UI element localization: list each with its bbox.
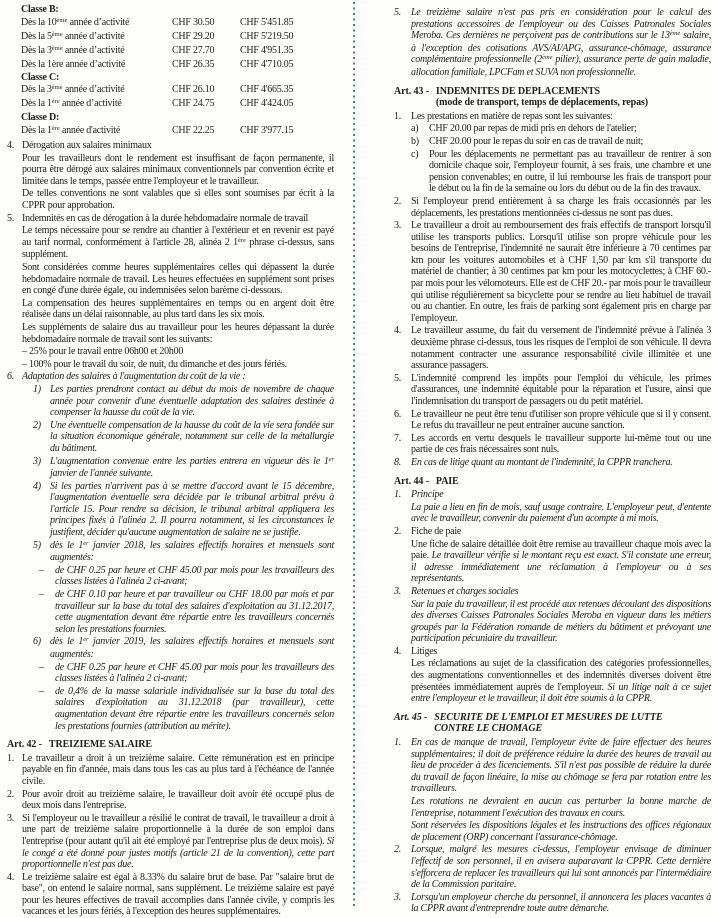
item-text (411, 526, 711, 538)
article-title-line: (mode de transport, temps de déplacements, repas) (435, 97, 649, 109)
text-run: – 25% pour le travail entre 06h00 et 20h00 (22, 346, 184, 358)
item-text (411, 844, 711, 890)
salary-row-label (21, 45, 172, 59)
salary-class-label (21, 72, 334, 85)
superscript-text: er (83, 539, 89, 547)
salary-class-label (21, 4, 334, 17)
item-number: 1) (33, 383, 41, 395)
text-run: de CHF 0.10 par heure et par travailleur ou CHF 18.00 par mois et par travailleur sur la base du total des salaires d'exploitation au 31.12.2017, cette augmentation devant être répartie entre les travailleurs concernés selon les prestations fournies. (55, 589, 334, 635)
item-number: 4. (394, 325, 401, 337)
numbered-item (7, 753, 334, 788)
numbered-item (7, 872, 334, 918)
article-heading (7, 739, 334, 751)
item-text (22, 813, 334, 871)
item-number: 1. (394, 737, 401, 749)
text-run: Sont réservées les dispositions légales et les instructions des offices régionaux de placement (ORP) concernant l'assurance-chômage. (411, 820, 711, 843)
dash-bullet: – (39, 661, 44, 673)
item-text (50, 540, 334, 564)
paragraph (22, 153, 334, 188)
paragraph (22, 225, 334, 261)
dash-bullet: – (39, 564, 44, 576)
item-text (50, 636, 334, 660)
text-run: Les prestations en matière de repas sont les suivantes: (411, 110, 613, 122)
article-number: Art. 44 - (394, 475, 429, 487)
salary-hourly-value: CHF 24.75 (172, 98, 215, 110)
numbered-item (394, 409, 711, 432)
sub-numbered-item (33, 636, 334, 660)
item-number: 4. (7, 140, 14, 152)
text-run: Pour les travailleurs dont le rendement est insuffisant de façon permanente, il pourra être dérogé aux salaires minimaux conventionnels par convention écrite et limitée dans le temps, passée entre l'employeur et le travailleur. (22, 152, 334, 187)
item-text (411, 737, 711, 795)
salary-row-label (21, 98, 172, 112)
item-number: 1. (394, 110, 401, 122)
numbered-item (7, 813, 334, 871)
salary-monthly-value: CHF 5'451.85 (240, 16, 294, 28)
article-number: Art. 43 - (394, 85, 429, 97)
salary-table-row (21, 84, 334, 98)
article-title (436, 476, 459, 488)
paragraph (22, 359, 334, 371)
item-text (50, 481, 334, 539)
item-number: b) (411, 135, 419, 147)
text-run: Une fiche de salaire détaillée doit être remise au travailleur chaque mois avec la paie. (411, 538, 711, 562)
item-text (411, 373, 711, 408)
left-column (7, 0, 334, 918)
text-run: En cas de manque de travail, l'employeur évite de faire effectuer des heures supplémentaires; il doit de préférence réduire la durée des heures de travail au lieu de procéder à des licenciements. S'il n'est pas possible de réduire la durée du travail de façon linéaire, la mise au chômage se fera par rotation entre les travailleurs. (411, 737, 711, 795)
item-text (50, 384, 334, 419)
item-number: 2. (394, 525, 401, 537)
text-run: Lorsque, malgré les mesures ci-dessus, l'employeur envisage de diminuer l'effectif de son personnel, il en avisera auparavant la CPPR. Cette dernière s'efforcera de replacer les travailleurs qui lui sont annoncés par l'intermédiaire de la Commission paritaire. (411, 844, 711, 891)
item-number: 4. (394, 645, 401, 657)
column-divider-dotted-line (353, 2, 355, 908)
item-text (22, 789, 334, 812)
item-text (411, 111, 711, 123)
numbered-item (394, 325, 711, 371)
numbered-item (394, 220, 711, 324)
salary-table-row (21, 45, 334, 59)
item-number: 1. (394, 489, 401, 501)
text-run: Pour les déplacements ne permettant pas au travailleur de rentrer à son domicile chaque soir, l'employeur fournit, à ses frais, une chambre et une pension convenables; en outre, il lui rembourse les frais de transport pour le début ou la fin de la semaine ou lors du début ou de la fin des travaux. (429, 148, 711, 195)
superscript-text: ère (51, 125, 60, 133)
numbered-item (394, 7, 711, 79)
item-text (411, 7, 711, 79)
text-run: – 100% pour le travail du soir, de nuit, du dimanche et des jours fériés. (22, 358, 287, 370)
item-text (22, 213, 334, 225)
item-number: c) (411, 148, 419, 160)
item-number: 2) (33, 419, 41, 431)
item-number: 6) (33, 636, 41, 648)
text-run: Le temps nécessaire pour se rendre au chantier à l'extérieur et en revenir est payé au tarif normal, conformément à l'article 28, alinéa 2 1 (22, 225, 334, 248)
dash-item (39, 589, 334, 635)
salary-table-row (21, 31, 334, 45)
superscript-text: ème (51, 30, 63, 38)
numbered-item (7, 789, 334, 812)
text-run: Dès la 3 (21, 84, 52, 96)
sub-numbered-item (33, 384, 334, 419)
item-text (411, 646, 711, 658)
numbered-item (394, 646, 711, 658)
item-text (429, 149, 711, 195)
text-run: pilier), assurance perte de gain maladie, allocation familiale, LPCFam et SUVA non professionnelle. (411, 54, 711, 78)
article-title (436, 86, 648, 109)
salary-hourly-value: CHF 22.25 (172, 125, 215, 137)
article-title-line: PAIE (435, 475, 459, 487)
item-number: 2. (394, 844, 401, 856)
text-run: L'augmentation convenue entre les parties entrera en vigueur dès le 1 (50, 455, 329, 467)
paragraph (411, 539, 711, 585)
text-run: Principe (411, 489, 444, 501)
lettered-item (411, 123, 711, 135)
text-run: CHF 20.00 par repas de midi pris en dehors de l'atelier; (429, 123, 637, 135)
item-text (50, 420, 334, 455)
item-text (411, 489, 711, 501)
item-number: 4. (7, 871, 14, 883)
numbered-item (394, 433, 711, 456)
text-run: Le travailleur assume, du fait du versement de l'indemnité prévue à l'alinéa 3 deuxième phrase ci-dessus, tous les risques de l'emploi de son véhicule. Il devra notamment contracter une assurance responsabilité civile illimitée et une assurance passagers. (411, 325, 711, 372)
item-number: 3. (7, 812, 14, 824)
text-run: CHF 20.00 pour le repas du soir en cas de travail de nuit; (429, 135, 644, 147)
paragraph (22, 298, 334, 321)
superscript-text: ème (51, 44, 63, 52)
paragraph (22, 262, 334, 297)
paragraph (411, 502, 711, 525)
text-run: Les rotations ne devraient en aucun cas perturber la bonne marche de l'entreprise, notamment l'exécution des travaux en cours. (411, 796, 711, 819)
text-run: Retenues et charges sociales (411, 585, 519, 597)
text-run: Les parties prendront contact au début du mois de novembre de chaque année pour convenir d'une éventuelle adaptation des salaires destinée à compenser la hausse du coût de la vie. (50, 383, 334, 419)
text-run: Dès la 1ère année d’activité (21, 58, 126, 70)
article-heading (394, 86, 711, 109)
item-number: 4) (33, 480, 41, 492)
text-run: phrase ci-dessus, sans supplément. (22, 236, 334, 261)
paragraph (22, 322, 334, 345)
text-run: Dès la 3 (21, 44, 52, 56)
dash-item (39, 565, 334, 588)
item-number: 3. (394, 220, 401, 232)
text-run: Le travailleur a droit au remboursement des frais effectifs de transport lorsqu'il utilise les transports publics. Lorsqu'il utilise son propre véhicule pour les besoins de l'entreprise, l'indemnité ne saurait être inférieure à 70 centimes par km pour les voitures automobiles et à CHF 1,50 par km s'il transporte du matériel de chantier; à 30 centimes par km pour les motocyclettes; à CHF 60.- par mois pour les vélomoteurs. Elle est de CHF 20.- par mois pour le travailleur qui utilise régulièrement sa bicyclette pour se rendre au lieu habituel de travail ou au chantier. En outre, les frais de parking sont également pris en charge par l'employeur. (411, 220, 711, 324)
sub-numbered-item (33, 540, 334, 564)
text-run: Les réclamations au sujet de la classification des catégories professionnelles, des augmentations conventionnelles et des indemnités diverses doivent être présentées immédiatement auprès de l'employeur. (411, 658, 711, 693)
item-text (411, 220, 711, 324)
text-run: Dès la 10 (21, 16, 57, 28)
text-run: Le travailleur vérifie si le montant reçu est exact. S'il constate une erreur, il adresse immédiatement une réclamation à l'employeur ou à ses représentants. (411, 550, 711, 585)
text-run: année d’activité (62, 44, 125, 56)
superscript-text: ème (669, 30, 681, 38)
right-column (394, 0, 711, 915)
item-text (411, 325, 711, 371)
text-run: La paie a lieu en fin de mois, sauf usage contraire. L'employeur peut, d'entente avec le travailleur, convenir du paiement d'un acompte à mi mois. (411, 501, 711, 525)
item-text (22, 371, 334, 383)
item-number: 5. (394, 7, 401, 18)
salary-monthly-value: CHF 4'665.35 (240, 84, 294, 96)
salary-monthly-value: CHF 5'219.50 (240, 30, 294, 42)
item-text (411, 196, 711, 219)
item-text (411, 892, 711, 915)
item-number: 2. (7, 788, 14, 800)
text-run: La compensation des heures supplémentaires en temps ou en argent doit être réalisée dans un délai raisonnable, au plus tard dans les six mois. (22, 297, 334, 321)
item-number: 1. (7, 752, 14, 764)
salary-table-row (21, 59, 334, 72)
paragraph (411, 820, 711, 843)
item-number: 2. (394, 195, 401, 207)
text-run: Le travailleur ne peut être tenu d'utiliser son propre véhicule que si il y consent. Le refus du travailleur ne peut entraîner aucune sanction. (411, 408, 711, 432)
article-title-line: SECURITE DE L'EMPLOI ET MESURES DE LUTTE (434, 711, 663, 723)
paragraph (411, 796, 711, 819)
paragraph (22, 188, 334, 211)
numbered-item (394, 586, 711, 598)
salary-row-label (21, 84, 172, 98)
item-text (55, 662, 334, 685)
text-run: De telles conventions ne sont valables que si elles sont soumises par écrit à la CPPR pour approbation. (22, 188, 334, 212)
text-run: Si les parties n'arrivent pas à se mettre d'accord avant le 15 décembre, l'augmentation éventuelle sera décidée par le tribunal arbitral prévu à l'article 15. Pour rendre sa décision, le tribunal arbitral appliquera les principes fixés à l'alinéa 2. Il pourra notamment, si les circonstances le justifient, décider qu'aucune augmentation de salaire ne se justifie. (50, 480, 334, 539)
salary-table-row (21, 17, 334, 31)
item-number: 3. (394, 585, 401, 597)
item-text (55, 589, 334, 635)
superscript-text: ème (542, 54, 553, 62)
numbered-item (394, 844, 711, 890)
item-number: 5. (394, 372, 401, 384)
dash-item (39, 686, 334, 732)
text-run: de CHF 0.25 par heure et CHF 45.00 par mois pour les travailleurs des classes listées à l'alinéa 2 ci-avant; (55, 564, 334, 588)
item-number: 3) (33, 455, 41, 467)
salary-class-label (21, 112, 334, 125)
text-run: Dès la 5 (21, 30, 52, 42)
item-number: 5. (7, 212, 14, 224)
superscript-text: er (83, 636, 89, 644)
salary-table-row (21, 125, 334, 139)
article-number: Art. 45 - (394, 711, 428, 723)
item-number: 3. (394, 891, 401, 903)
text-run: janvier 2019, les salaires effectifs horaires et mensuels sont augmentés: (50, 636, 335, 660)
item-number: 7. (394, 432, 401, 444)
salary-monthly-value: CHF 4'951.35 (240, 44, 294, 56)
salary-monthly-value: CHF 4'424.05 (240, 98, 294, 110)
sub-numbered-item (33, 481, 334, 539)
article-title-line: INDEMNITES DE DEPLACEMENTS (435, 85, 601, 97)
article-number: Art. 42 - (7, 739, 42, 751)
superscript-text: er (328, 455, 334, 463)
item-text (429, 123, 711, 135)
text-run: Le treizième salaire n'est pas pris en considération pour le calcul des prestations accessoires de l'employeur ou des Caisses Patronales Sociales Meroba. Ces dernières ne perçoivent pas de contributions sur le 13 (411, 7, 711, 42)
item-number: a) (411, 123, 419, 135)
salary-hourly-value: CHF 27.70 (172, 44, 215, 56)
text-run: Classe D: (21, 112, 60, 124)
salary-monthly-value: CHF 4'710.05 (240, 58, 294, 70)
salary-hourly-value: CHF 26.35 (172, 58, 215, 70)
numbered-item (7, 140, 334, 152)
numbered-item (394, 457, 711, 469)
text-run: salaire, à l'exception des cotisations AVS/AI/APG, assurance-chômage, assurance complémentaire professionnelle (2 (411, 30, 711, 66)
text-run: Si l'employeur ou le travailleur a résilié le contrat de travail, le travailleur a droit à une part de treizième salaire proportionnelle à la durée de son emploi dans l'entreprise (pour autant qu'il ait été employé par l'entreprise plus de deux mois). (22, 812, 334, 847)
superscript-text: ème (56, 16, 68, 24)
numbered-item (394, 892, 711, 915)
item-text (411, 409, 711, 432)
item-text (55, 686, 334, 732)
numbered-item (394, 111, 711, 123)
item-text (411, 457, 711, 469)
salary-row-label (21, 125, 172, 139)
text-run: Sur la paie du travailleur, il est procédé aux retenues découlant des dispositions des diverses Caisses Patronales Sociales Meroba en vigueur dans les métiers groupés par la Fédération romande de métiers du bâtiment et prévoyant une participation pécuniaire du travailleur. (411, 598, 711, 645)
numbered-item (7, 371, 334, 383)
numbered-item (394, 489, 711, 501)
text-run: En cas de litige quant au montant de l'indemnité, la CPPR tranchera. (411, 456, 673, 468)
text-run: de 0,4% de la masse salariale individualisée sur la base du total des salaires d'exploitation au 31.12.2018 (par travailleur), cette augmentation devant être répartie entre les travailleurs concernés selon les prestations fournies (attribution au mérite). (55, 685, 334, 732)
salary-table-row (21, 98, 334, 112)
dash-bullet: – (39, 589, 44, 601)
salary-row-label (21, 59, 172, 72)
text-run: Litiges (411, 645, 438, 657)
paragraph (22, 346, 334, 358)
text-run: Sont considérées comme heures supplémentaires celles qui dépassent la durée hebdomadaire normale de travail. Les heures effectuées en supplément sont prises en congé d'une durée égale, ou indemnisées selon barème ci-dessous. (22, 262, 334, 297)
item-text (411, 433, 711, 456)
salary-hourly-value: CHF 29.20 (172, 30, 215, 42)
article-title (434, 712, 662, 735)
item-number: 6. (394, 408, 401, 420)
numbered-item (394, 196, 711, 219)
text-run: Pour avoir droit au treizième salaire, le travailleur doit avoir été occupé plus de deux mois dans l'entreprise. (22, 788, 334, 812)
text-run: Dès la 1 (21, 125, 52, 137)
sub-numbered-item (33, 420, 334, 455)
text-run: année d'activité (59, 125, 121, 137)
text-run: dès le 1 (50, 636, 84, 648)
text-run: Si l'employeur prend entièrement à sa charge les frais occasionnés par les déplacements, les prestations mentionnées ci-dessus ne sont pas dues. (411, 195, 711, 219)
salary-monthly-value: CHF 3'977.15 (240, 125, 294, 137)
salary-row-label (21, 17, 172, 31)
item-text (22, 140, 334, 152)
text-run: dès le 1 (50, 539, 84, 551)
salary-hourly-value: CHF 30.50 (172, 16, 215, 28)
text-run: année d’activité (62, 30, 125, 42)
text-run: Le travailleur a droit à un treizième salaire. Cette rémunération est en principe payable en fin d'année, mais dans tous les cas au plus tard à l'échéance de l'année civile. (22, 752, 334, 787)
item-text (22, 753, 334, 788)
text-run: Lorsqu'un employeur cherche du personnel, il annoncera les places vacantes à la CPPR avant d'entreprendre toute autre démarche. (411, 891, 711, 915)
superscript-text: ère (237, 236, 246, 244)
item-number: 6. (7, 371, 14, 383)
item-text (50, 456, 334, 480)
text-run: Une éventuelle compensation de la hausse du coût de la vie sera fondée sur la situation économique générale, notamment sur celle de la métallurgie du bâtiment. (50, 419, 334, 454)
article-title-line: CONTRE LE CHOMAGE (434, 723, 543, 735)
article-title-line: TREIZIEME SALAIRE (48, 739, 152, 751)
text-run: Adaptation des salaires à l'augmentation du coût de la vie : (22, 371, 246, 383)
text-run: Si un litige naît à ce sujet entre l'employeur et le travailleur, il doit être soumis à la CPPR. (411, 681, 711, 705)
text-run: janvier 2018, les salaires effectifs horaires et mensuels sont augmentés: (50, 539, 335, 564)
dash-item (39, 662, 334, 685)
lettered-item (411, 149, 711, 195)
paragraph (411, 658, 711, 704)
text-run: Fiche de paie (411, 525, 462, 537)
sub-numbered-item (33, 456, 334, 480)
item-text (22, 872, 334, 918)
text-run: année d’activité (62, 84, 125, 96)
lettered-item (411, 136, 711, 148)
article-heading (394, 476, 711, 488)
text-run: Classe B: (21, 4, 59, 15)
numbered-item (394, 737, 711, 795)
text-run: Le treizième salaire est égal à 8.33% du salaire brut de base. Par "salaire brut de base", on entend le salaire normal, sans supplément. Le treizième salaire est payé pour les heures effectives de travail accomplies dans l'année civile, y compris les vacances et les jours fériés, à l'exception des heures supplémentaires. (22, 871, 334, 918)
item-number: 8. (394, 456, 401, 468)
text-run: Les accords en vertu desquels le travailleur supporte lui-même tout ou une partie de ces frais nécessaires sont nuls. (411, 432, 711, 456)
text-run: Indemnités en cas de dérogation à la durée hebdomadaire normale de travail (22, 212, 309, 224)
text-run: année d’activité (59, 98, 122, 110)
text-run: L'indemnité comprend les impôts pour l'emploi du véhicule, les primes d'assurances, une indemnité équitable pour la réparation et l'usure, ainsi que l'indemnisation du transport de passagers ou du petit matériel. (411, 372, 711, 407)
numbered-item (7, 213, 334, 225)
text-run: Classe C: (21, 71, 60, 83)
salary-row-label (21, 31, 172, 45)
text-run: janvier de l'année suivante. (50, 468, 153, 480)
numbered-item (394, 373, 711, 408)
item-text (429, 136, 711, 148)
text-run: Si le congé a été donné pour justes motifs (article 21 de la convention), cette part proportionnelle n'est pas due. (22, 835, 334, 871)
text-run: Dès la 1 (21, 98, 52, 110)
text-run: Les suppléments de salaire dus au travailleur pour les heures dépassant la durée hebdomadaire normale de travail sont les suivants: (22, 321, 334, 345)
text-run: année d’activité (67, 16, 130, 28)
item-text (411, 586, 711, 598)
article-title (49, 739, 152, 751)
text-run: de CHF 0.25 par heure et CHF 45.00 par mois pour les travailleurs des classes listées à l'alinéa 2 ci-avant; (55, 661, 334, 685)
item-text (55, 565, 334, 588)
article-heading (394, 712, 711, 735)
dash-bullet: – (39, 685, 44, 697)
superscript-text: ème (51, 84, 63, 92)
paragraph (411, 599, 711, 645)
salary-hourly-value: CHF 26.10 (172, 84, 215, 96)
text-run: Dérogation aux salaires minimaux (22, 140, 152, 152)
numbered-item (394, 526, 711, 538)
item-number: 5) (33, 539, 41, 551)
superscript-text: ère (51, 98, 60, 106)
